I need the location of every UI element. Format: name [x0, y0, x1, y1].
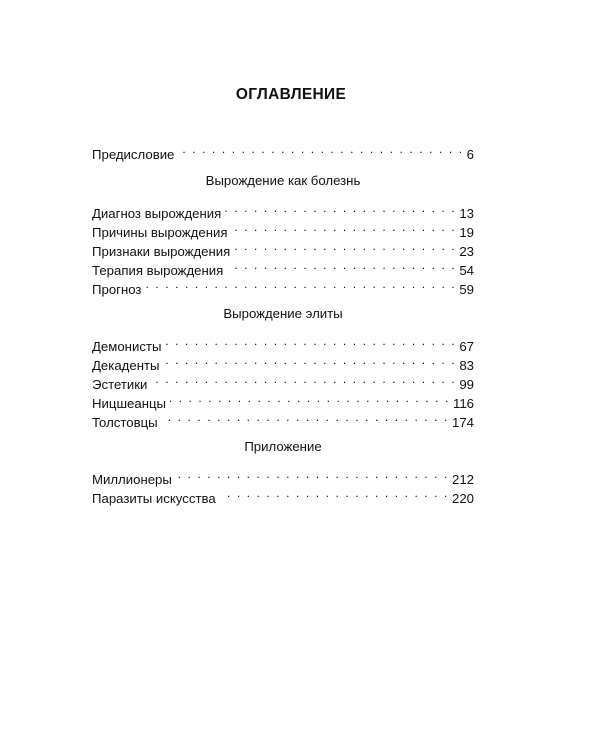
toc-page-number: 116 [452, 396, 474, 411]
toc-entry-label: Миллионеры [92, 472, 172, 487]
toc-entry [92, 332, 474, 354]
dot-leader [178, 140, 463, 159]
dot-leader [170, 389, 450, 408]
toc-page-number: 54 [459, 263, 474, 278]
section-heading: Приложение [244, 439, 322, 454]
dot-leader [162, 408, 449, 427]
toc-entry-label: Демонисты [92, 339, 162, 354]
toc-entry-label: Предисловие [92, 147, 175, 162]
dot-leader [234, 237, 456, 256]
toc-entry-label: Паразиты искусства [92, 491, 216, 506]
dot-leader [176, 465, 449, 484]
toc-page-number: 174 [451, 415, 474, 430]
toc-entry-label: Толстовцы [92, 415, 158, 430]
toc-entry-label: Ницшеанцы [92, 396, 167, 411]
toc-entry-label: Диагноз вырождения [92, 206, 222, 221]
dot-leader [145, 275, 456, 294]
toc-entry-label: Декаденты [92, 358, 160, 373]
page-title: ОГЛАВЛЕНИЕ [235, 86, 347, 103]
dot-leader [225, 199, 456, 218]
dot-leader [232, 218, 457, 237]
toc-entry-label: Терапия вырождения [92, 263, 224, 278]
toc-entry-label: Причины вырождения [92, 225, 228, 240]
toc-entry [92, 275, 474, 297]
dot-leader [220, 484, 449, 503]
toc-page-number: 220 [451, 491, 474, 506]
dot-leader [151, 370, 456, 389]
section-heading: Вырождение элиты [223, 306, 343, 321]
section-heading: Вырождение как болезнь [205, 173, 361, 188]
table-of-contents [92, 140, 474, 506]
toc-page-number: 83 [459, 358, 474, 373]
toc-page-number: 67 [459, 339, 474, 354]
toc-entry-label: Эстетики [92, 377, 148, 392]
dot-leader [165, 332, 456, 351]
toc-page-number: 59 [459, 282, 474, 297]
toc-page-number: 212 [451, 472, 474, 487]
dot-leader [227, 256, 456, 275]
toc-page-number: 19 [459, 225, 474, 240]
dot-leader [164, 351, 457, 370]
toc-page-number: 13 [459, 206, 474, 221]
toc-entry [92, 199, 474, 221]
toc-entry-preface [92, 140, 474, 162]
toc-entry [92, 465, 474, 487]
toc-entry-label: Признаки вырождения [92, 244, 231, 259]
toc-entry-label: Прогноз [92, 282, 142, 297]
toc-page-number: 6 [466, 147, 474, 162]
toc-page-number: 99 [459, 377, 474, 392]
toc-page-number: 23 [459, 244, 474, 259]
